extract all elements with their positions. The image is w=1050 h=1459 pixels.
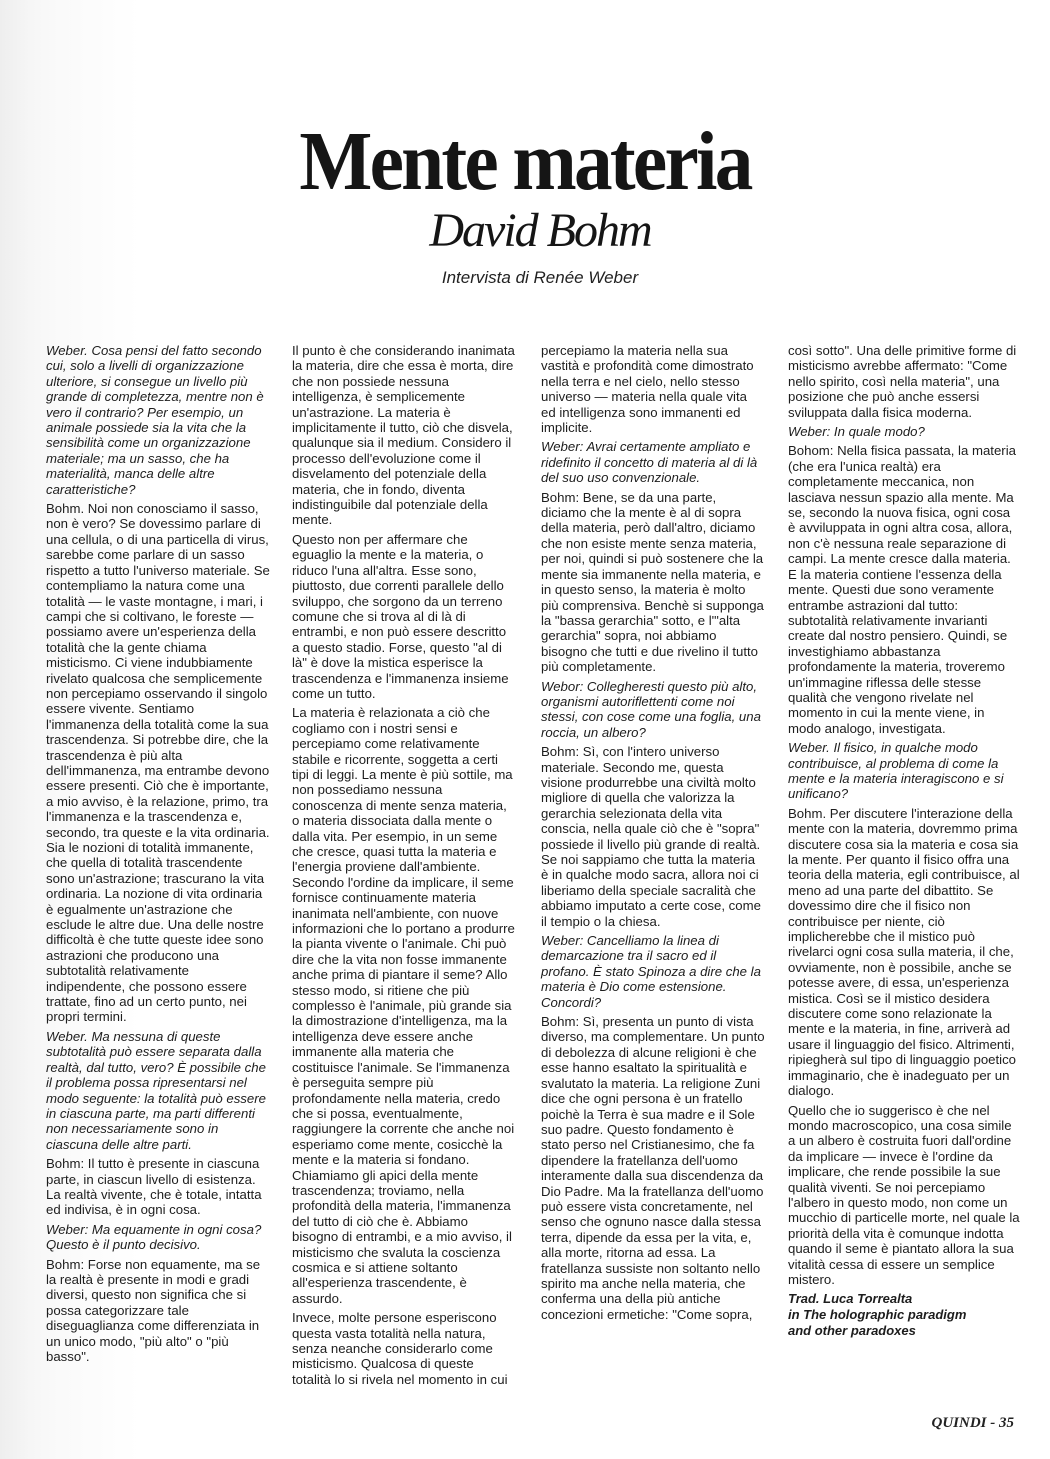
credit-line: Trad. Luca Torrealta (788, 1291, 913, 1307)
answer-paragraph: Bohm: Sì, presenta un punto di vista diverso, ma complementare. Un punto di debolezza di alcune religioni è che esse hanno esaltato la spiritualità e svalutato la materia. La religione Zuni dice che ogni persona è un fratello poichè la Terra è sua madre e il Sole suo padre. Questo fondamento è stato perso nel Cristianesimo, che fa dipendere la fratellanza dell'uomo interamente dalla sua discendenza da Dio Padre. Ma la fratellanza dell'uomo può essere vista concretamente, nel senso che ognuno nasce dalla stessa terra, dipende da essa per la vita, e, alla morte, ritorna ad essa. La fratellanza sussiste non soltanto nello spirito ma anche nella materia, che conferma una della più antiche concezioni ermetiche: "Come sopra, (541, 1014, 765, 1322)
text-column-3 (541, 343, 765, 1326)
answer-paragraph: Bohm: Bene, se da una parte, diciamo che la mente è al di sopra della materia, però dall'altro, diciamo che non esiste mente senza materia, per noi, quindi si può sostenere che la mente sia immanente nella materia, e in questo senso, la materia è molto più comprensiva. Benchè si supponga la "bassa gerarchia" sotto, e l'"alta gerarchia" sopra, noi abbiamo bisogno che tutti e due rivelino il tutto più completamente. (541, 489, 764, 675)
article-author: David Bohm (429, 204, 651, 257)
answer-paragraph: percepiamo la materia nella sua vastità e profondità come dimostrato nella terra e nel cielo, nello stesso universo — materia nella quale vita ed intelligenza sono immanenti ed implicite. (541, 343, 754, 436)
text-column-1 (46, 343, 270, 1368)
credit-line: in The holographic paradigm (788, 1306, 967, 1322)
question-paragraph: Weber: Cancelliamo la linea di demarcazione tra il sacro ed il profano. È stato Spinoza a dire che la materia è Dio come estensione. Concordi? (541, 933, 761, 1010)
text-column-4 (788, 343, 1020, 1338)
question-paragraph: Webor: Collegheresti questo più alto, organismi autoriflettenti come noi stessi, con cose come una foglia, una roccia, un albero? (541, 678, 761, 740)
text-column-2 (292, 343, 516, 1391)
article-interviewer: Intervista di Renée Weber (441, 268, 639, 287)
answer-paragraph: Il punto è che considerando inanimata la materia, dire che essa è morta, dire che non possiede nessuna intelligenza, è semplicemente un'astrazione. La materia è implicitamente il tutto, ciò che disvela, qualunque sia il medium. Considero il processo dell'evoluzione come il disvelamento del potenziale della materia, che in fondo, diventa indistinguibile dal potenziale della mente. (292, 343, 515, 528)
answer-paragraph: Bohm: Il tutto è presente in ciascuna parte, in ciascun livello di esistenza. La realtà vivente, che è totale, intatta ed indivisa, è in ogni cosa. (46, 1156, 262, 1218)
question-paragraph: Weber: Avrai certamente ampliato e ridefinito il concetto di materia al di là del suo uso convenzionale. (541, 439, 758, 486)
answer-paragraph: Questo non per affermare che eguaglio la mente e la materia, o riduco l'una all'altra. Esse sono, piuttosto, due correnti parallele dello sviluppo, che sorgono da un terreno comune che si trova al di là di entrambi, e non può essere descritto a questo stadio. Forse, questo "al di là" è dove la mistica esperisce la trascendenza e l'immanenza insieme come un tutto. (292, 531, 509, 701)
answer-paragraph: Bohm: Forse non equamente, ma se la realtà è presente in modi e gradi diversi, questo non significa che si possa categorizzare tale diseguaglianza come differenziata in un unico modo, "più alto" o "più basso". (46, 1256, 261, 1364)
question-paragraph: Weber. Il fisico, in qualche modo contribuisce, al problema di come la mente e la materia interagiscono e si unificano? (788, 740, 1004, 802)
answer-paragraph: Bohm. Noi non conosciamo il sasso, non è vero? Se dovessimo parlare di una cellula, o di una particella di virus, sarebbe come parlare di un sasso rispetto a tutto l'universo materiale. Se contempliamo la natura come una totalità — le vaste montagne, i mari, i campi che si coltivano, le foreste — possiamo avere un'esperienza della totalità che la gente chiama misticismo. Ci viene indubbiamente rivelato qualcosa che semplicemente non percepiamo osservando il singolo essere vivente. Sentiamo l'immanenza della totalità come la sua trascendenza. Si potrebbe dire, che la trascendenza è più alta dell'immanenza, ma entrambe devono essere presenti. Ciò che è importante, a mio avviso, è la relazione, primo, tra l'immanenza e la trascendenza e, secondo, tra queste e la vita ordinaria. Sia le nozioni di totalità immanente, che quella di totalità trascendente sono un'astrazione; trascurano la vita ordinaria. La nozione di vita ordinaria è egualmente un'astrazione che esclude le altre due. Una delle nostre difficoltà è che tutte queste idee sono astrazioni che producono una subtotalità relativamente indipendente, che possono essere trattate, fino ad un certo punto, nei propri termini. (46, 501, 270, 1025)
question-paragraph: Weber: In quale modo? (788, 424, 925, 440)
answer-paragraph: così sotto". Una delle primitive forme di misticismo avrebbe affermato: "Come nello spirito, così nella materia", una posizione che può anche essersi sviluppata dalla fisica moderna. (788, 343, 1017, 420)
page-number: QUINDI - 35 (931, 1415, 1014, 1431)
answer-paragraph: Bohm: Sì, con l'intero universo materiale. Secondo me, questa visione produrrebbe una civiltà molto migliore di quella che valorizza la gerarchia selezionata della vita conscia, nella quale ciò che è "sopra" possiede il livello più grande di realtà. Se noi sappiamo che tutta la materia è in qualche modo sacra, allora noi ci liberiamo della speciale sacralità che abbiamo imputato a certe cose, come il tempio o la chiesa. (541, 744, 761, 929)
question-paragraph: Weber. Ma nessuna di queste subtotalità può essere separata dalla realtà, dal tutto, vero? È possibile che il problema possa ripresentarsi nel modo seguente: la totalità può essere in ciascuna parte, ma parti differenti non necessariamente sono in ciascuna delle altre parti. (46, 1028, 266, 1152)
answer-paragraph: Bohm. Per discutere l'interazione della mente con la materia, dovremmo prima discutere cosa sia la materia e cosa sia la mente. Per quanto il fisico offra una teoria della materia, egli contribuisce, al meno ad una parte del dibattito. Se dovessimo dire che il fisico non contribuisce per niente, ciò implicherebbe che il mistico può rivelarci ogni cosa sulla materia, il che, ovviamente, non è possibile, anche se potesse avere, di essa, un'esperienza mistica. Così se il mistico desidera discutere come sono relazionate la mente e la materia, in fine, arriverà ad usare il linguaggio del fisico. Altrimenti, ripiegherà sul tipo di linguaggio poetico immaginario, che è inadeguato per un dialogo. (788, 805, 1020, 1099)
translation-credit (788, 1291, 1020, 1338)
credit-line: and other paradoxes (788, 1322, 916, 1338)
article-title: Mente materia (299, 115, 751, 208)
answer-paragraph: Quello che io suggerisco è che nel mondo macroscopico, una cosa simile a un albero è costruita fuori dall'ordine da implicare — invece è l'ordine da implicare, che rende possibile la sue qualità viventi. Se noi percepiamo l'albero in questo modo, non come un mucchio di particelle morte, nel quale la priorità della vita è comunque indotta quando il seme è piantato allora la sua vitalità cessa di essere un semplice mistero. (788, 1102, 1020, 1287)
question-paragraph: Weber: Ma equamente in ogni cosa? Questo è il punto decisivo. (46, 1221, 262, 1253)
question-paragraph: Weber. Cosa pensi del fatto secondo cui, solo a livelli di organizzazione ulteriore, si consegue un livello più grande di completezza, mentre non è vero il contrario? Per esempio, un animale possiede sia la vita che la sensibilità come un organizzazione materiale; ma un sasso, che ha materialità, manca delle altre caratteristiche? (46, 343, 264, 497)
answer-paragraph: Bohom: Nella fisica passata, la materia (che era l'unica realtà) era completamente meccanica, non lasciava nessun spazio alla mente. Ma se, secondo la nuova fisica, ogni cosa è avviluppata in ogni altra cosa, allora, non c'è nessuna reale separazione di campi. La mente cresce dalla materia. E la materia contiene l'essenza della mente. Questi due sono veramente entrambe astrazioni dal tutto: subtotalità relativamente invarianti create dal nostro pensiero. Quindi, se investighiamo abbastanza profondamente la materia, troveremo un'immagine riflessa delle stesse qualità che vengono rivelate nel momento in cui la mente viene, in modo analogo, investigata. (788, 443, 1016, 736)
answer-paragraph: La materia è relazionata a ciò che cogliamo con i nostri sensi e percepiamo come relativamente stabile e ricorrente, soggetta a certi tipi di leggi. La mente è più sottile, ma non possediamo nessuna conoscenza di mente senza materia, o materia dissociata dalla mente o dalla vita. Per esempio, in un seme che cresce, quasi tutta la materia e l'energia proviene dall'ambiente. Secondo l'ordine da implicare, il seme fornisce continuamente materia inanimata nell'ambiente, con nuove informazioni che lo portano a produrre la pianta vivente o l'animale. Chi può dire che la vita non fosse immanente anche prima di piantare il seme? Allo stesso modo, si ritiene che più complesso è l'animale, più grande sia la dimostrazione d'intelligenza, ma la intelligenza deve essere anche immanente alla materia che costituisce l'animale. Se l'immanenza è perseguita sempre più profondamente nella materia, credo che si possa, eventualmente, raggiungere la corrente che anche noi esperiamo come mente, cosicchè la mente e la materia si fondano. Chiamiamo gli apici della mente trascendenza; troviamo, nella profondità della materia, l'immanenza del tutto di ciò che è. Abbiamo bisogno di entrambi, e a mio avviso, il misticismo che svaluta la coscienza cosmica e si attiene soltanto all'esperienza trascendente, è assurdo. (292, 705, 515, 1306)
answer-paragraph: Invece, molte persone esperiscono questa vasta totalità nella natura, senza neanche considerarlo come misticismo. Qualcosa di queste totalità lo si rivela nel momento in cui (292, 1310, 508, 1387)
